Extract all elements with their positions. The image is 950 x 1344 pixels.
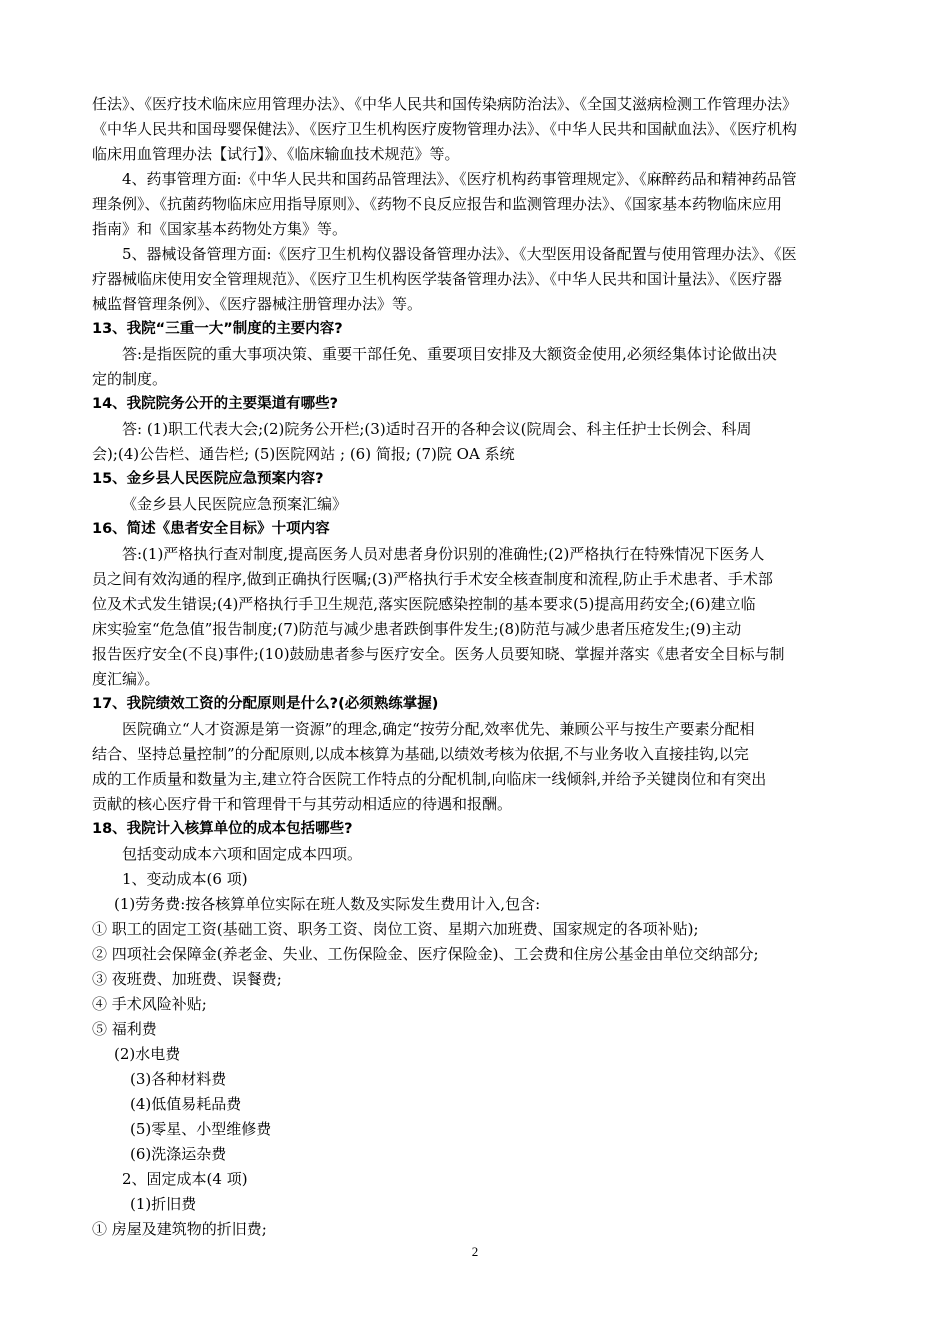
text-line: 会);(4)公告栏、通告栏; (5)医院网站 ; (6) 简报; (7)院 OA 系统 (92, 445, 515, 463)
list-item: ④ 手术风险补贴; (92, 995, 207, 1013)
text-line: 员之间有效沟通的程序,做到正确执行医嘱;(3)严格执行手术安全核查制度和流程,防止手术患者、手术部 (92, 570, 773, 588)
text-line: 疗器械临床使用安全管理规范》、《医疗卫生机构医学装备管理办法》、《中华人民共和国计量法》、《医疗器 (92, 270, 783, 288)
text-line: 位及术式发生错误;(4)严格执行手卫生规范,落实医院感染控制的基本要求(5)提高用药安全;(6)建立临 (92, 595, 756, 613)
list-item: ① 职工的固定工资(基础工资、职务工资、岗位工资、星期六加班费、国家规定的各项补贴); (92, 920, 699, 938)
text-line: 《金乡县人民医院应急预案汇编》 (122, 495, 348, 513)
text-line: 答:是指医院的重大事项决策、重要干部任免、重要项目安排及大额资金使用,必须经集体讨论做出决 (122, 345, 777, 363)
text-line: 1、变动成本(6 项) (122, 870, 248, 888)
text-line: 包括变动成本六项和固定成本四项。 (122, 845, 363, 863)
text-line: 《中华人民共和国母婴保健法》、《医疗卫生机构医疗废物管理办法》、《中华人民共和国献血法》、《医疗机构 (92, 120, 798, 138)
text-line: 2、固定成本(4 项) (122, 1170, 248, 1188)
question-heading: 16、简述《患者安全目标》十项内容 (92, 521, 330, 537)
question-heading: 15、金乡县人民医院应急预案内容? (92, 471, 324, 487)
text-line: 结合、坚持总量控制”的分配原则,以成本核算为基础,以绩效考核为依据,不与业务收入直接挂钩,以完 (92, 745, 749, 763)
text-line: 任法》、《医疗技术临床应用管理办法》、《中华人民共和国传染病防治法》、《全国艾滋病检测工作管理办法》 (92, 95, 798, 113)
page-number: 2 (471, 1244, 479, 1259)
text-line: 答: (1)职工代表大会;(2)院务公开栏;(3)适时召开的各种会议(院周会、科主任护士长例会、科周 (122, 420, 752, 438)
question-heading: 18、我院计入核算单位的成本包括哪些? (92, 821, 353, 837)
list-item: (2)水电费 (114, 1045, 181, 1063)
list-item: ③ 夜班费、加班费、误餐费; (92, 970, 282, 988)
text-line: 成的工作质量和数量为主,建立符合医院工作特点的分配机制,向临床一线倾斜,并给予关键岗位和有突出 (92, 770, 767, 788)
text-line: 报告医疗安全(不良)事件;(10)鼓励患者参与医疗安全。医务人员要知晓、掌握并落实《患者安全目标与制 (92, 645, 785, 663)
text-line: 定的制度。 (92, 370, 168, 388)
text-line: 5、器械设备管理方面:《医疗卫生机构仪器设备管理办法》、《大型医用设备配置与使用管理办法》、《医 (122, 245, 797, 263)
list-item: (1)折旧费 (130, 1195, 197, 1213)
question-heading: 17、我院绩效工资的分配原则是什么?(必须熟练掌握) (92, 696, 439, 712)
question-heading: 14、我院院务公开的主要渠道有哪些? (92, 396, 339, 412)
text-line: 械监督管理条例》、《医疗器械注册管理办法》等。 (92, 295, 423, 313)
text-line: 理条例》、《抗菌药物临床应用指导原则》、《药物不良反应报告和监测管理办法》、《国家基本药物临床应用 (92, 195, 783, 213)
list-item: (6)洗涤运杂费 (130, 1145, 227, 1163)
text-line: 度汇编》。 (92, 670, 160, 688)
text-line: 4、药事管理方面:《中华人民共和国药品管理法》、《医疗机构药事管理规定》、《麻醉药品和精神药品管 (122, 170, 797, 188)
list-item: ⑤ 福利费 (92, 1020, 157, 1038)
text-line: 床实验室“危急值”报告制度;(7)防范与减少患者跌倒事件发生;(8)防范与减少患者压疮发生;(9)主动 (92, 620, 742, 638)
text-line: 临床用血管理办法【试行】》、《临床输血技术规范》等。 (92, 145, 460, 163)
text-line: (1)劳务费:按各核算单位实际在班人数及实际发生费用计入,包含: (114, 895, 541, 913)
text-line: 指南》和《国家基本药物处方集》等。 (92, 220, 348, 238)
text-line: 答:(1)严格执行查对制度,提高医务人员对患者身份识别的准确性;(2)严格执行在特殊情况下医务人 (122, 545, 765, 563)
list-item: ① 房屋及建筑物的折旧费; (92, 1220, 267, 1238)
text-line: 贡献的核心医疗骨干和管理骨干与其劳动相适应的待遇和报酬。 (92, 795, 513, 813)
list-item: (4)低值易耗品费 (130, 1095, 242, 1113)
list-item: ② 四项社会保障金(养老金、失业、工伤保险金、医疗保险金)、工会费和住房公基金由单位交纳部分; (92, 945, 759, 963)
document-body (92, 92, 862, 1242)
list-item: (3)各种材料费 (130, 1070, 227, 1088)
question-heading: 13、我院“三重一大”制度的主要内容? (92, 321, 343, 337)
list-item: (5)零星、小型维修费 (130, 1120, 272, 1138)
text-line: 医院确立“人才资源是第一资源”的理念,确定“按劳分配,效率优先、兼顾公平与按生产要素分配相 (122, 720, 755, 738)
